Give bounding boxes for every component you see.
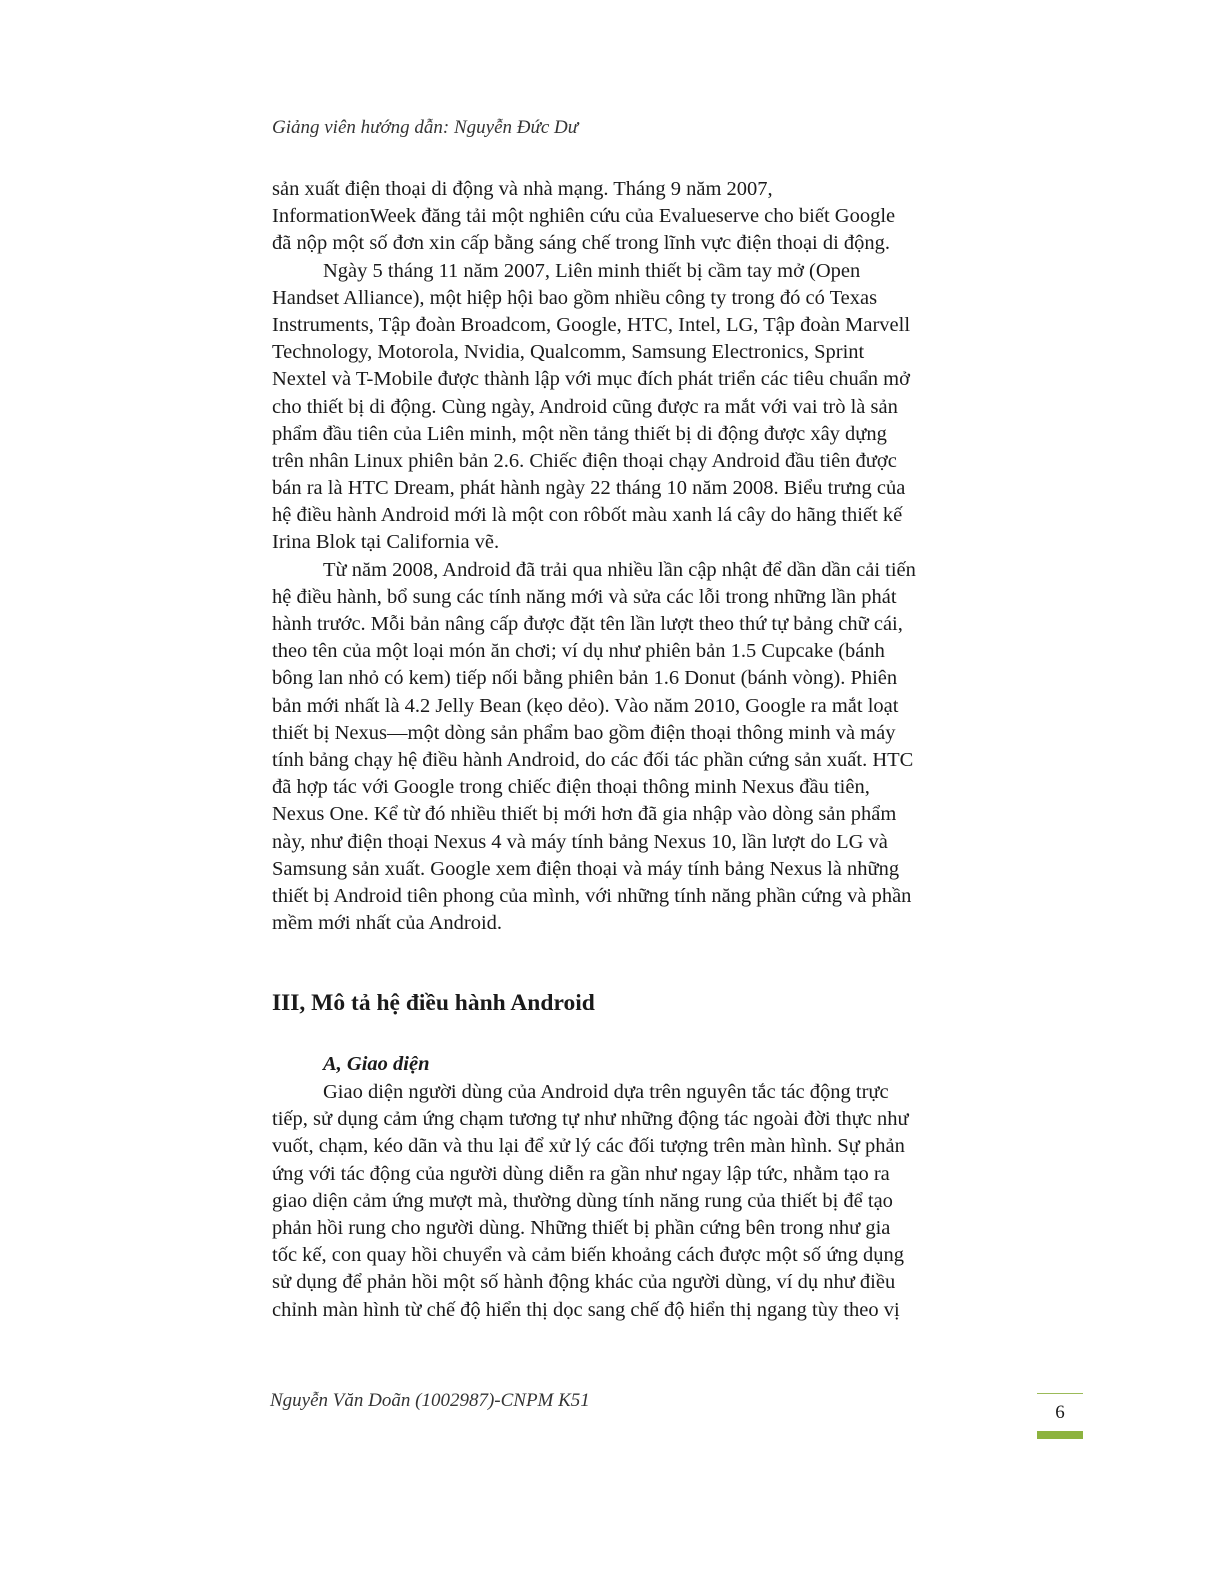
text-line: tốc kế, con quay hồi chuyển và cảm biến khoảng cách được một số ứng dụng — [272, 1244, 904, 1267]
text-line: Irina Blok tại California vẽ. — [272, 531, 500, 554]
text-line: giao diện cảm ứng mượt mà, thường dùng tính năng rung của thiết bị để tạo — [272, 1189, 893, 1212]
text-line: InformationWeek đăng tải một nghiên cứu của Evalueserve cho biết Google — [272, 205, 896, 228]
text-line: hành trước. Mỗi bản nâng cấp được đặt tên lần lượt theo thứ tự bảng chữ cái, — [272, 613, 903, 635]
text-line: phản hồi rung cho người dùng. Những thiết bị phần cứng bên trong như gia — [272, 1216, 891, 1239]
text-line: sản xuất điện thoại di động và nhà mạng. Tháng 9 năm 2007, — [272, 178, 773, 200]
text-line: mềm mới nhất của Android. — [272, 912, 503, 935]
page-number-box — [1037, 1393, 1083, 1439]
text-line: vuốt, chạm, kéo dãn và thu lại để xử lý các đối tượng trên màn hình. Sự phản — [272, 1135, 905, 1158]
page-number: 6 — [1055, 1402, 1065, 1423]
section-heading: III, Mô tả hệ điều hành Android — [272, 990, 595, 1016]
text-line: Instruments, Tập đoàn Broadcom, Google, HTC, Intel, LG, Tập đoàn Marvell — [272, 313, 911, 336]
text-line: Ngày 5 tháng 11 năm 2007, Liên minh thiết bị cầm tay mở (Open — [323, 259, 861, 282]
text-line: Nextel và T-Mobile được thành lập với mục đích phát triển các tiêu chuẩn mở — [272, 368, 910, 391]
page-header-supervisor: Giảng viên hướng dẫn: Nguyễn Đức Dư — [272, 117, 579, 138]
text-line: thiết bị Android tiên phong của mình, với những tính năng phần cứng và phần — [272, 884, 912, 907]
text-line: Samsung sản xuất. Google xem điện thoại và máy tính bảng Nexus là những — [272, 857, 900, 880]
text-line: cho thiết bị di động. Cùng ngày, Android cũng được ra mắt với vai trò là sản — [272, 395, 898, 418]
text-line: trên nhân Linux phiên bản 2.6. Chiếc điện thoại chạy Android đầu tiên được — [272, 449, 897, 472]
body-text — [272, 176, 1012, 937]
page-number-accent-bar — [1037, 1431, 1083, 1439]
text-line: theo tên của một loại món ăn chơi; ví dụ như phiên bản 1.5 Cupcake (bánh — [272, 640, 885, 663]
text-line: hệ điều hành Android mới là một con rôbốt màu xanh lá cây do hãng thiết kế — [272, 504, 903, 527]
text-line: chỉnh màn hình từ chế độ hiển thị dọc sang chế độ hiển thị ngang tùy theo vị — [272, 1298, 900, 1321]
text-line: tiếp, sử dụng cảm ứng chạm tương tự như những động tác ngoài đời thực như — [272, 1108, 909, 1131]
text-line: đã hợp tác với Google trong chiếc điện thoại thông minh Nexus đầu tiên, — [272, 776, 870, 799]
text-line: bản mới nhất là 4.2 Jelly Bean (kẹo dẻo). Vào năm 2010, Google ra mắt loạt — [272, 694, 899, 717]
section-body-text — [272, 1079, 1017, 1324]
text-line: này, như điện thoại Nexus 4 và máy tính bảng Nexus 10, lần lượt do LG và — [272, 830, 888, 853]
subsection-heading: A, Giao diện — [323, 1053, 430, 1075]
text-line: hệ điều hành, bổ sung các tính năng mới và sửa các lỗi trong những lần phát — [272, 585, 897, 608]
text-line: bán ra là HTC Dream, phát hành ngày 22 tháng 10 năm 2008. Biểu trưng của — [272, 477, 906, 500]
text-line: Handset Alliance), một hiệp hội bao gồm nhiều công ty trong đó có Texas — [272, 286, 878, 309]
text-line: Giao diện người dùng của Android dựa trên nguyên tắc tác động trực — [323, 1081, 889, 1103]
text-line: sử dụng để phản hồi một số hành động khác của người dùng, ví dụ như điều — [272, 1271, 896, 1294]
text-line: Nexus One. Kể từ đó nhiều thiết bị mới hơn đã gia nhập vào dòng sản phẩm — [272, 803, 897, 826]
text-line: ứng với tác động của người dùng diễn ra gần như ngay lập tức, nhằm tạo ra — [272, 1162, 890, 1185]
text-line: bông lan nhỏ có kem) tiếp nối bằng phiên bản 1.6 Donut (bánh vòng). Phiên — [272, 667, 898, 690]
text-line: Từ năm 2008, Android đã trải qua nhiều lần cập nhật để dần dần cải tiến — [323, 558, 916, 581]
text-line: Technology, Motorola, Nvidia, Qualcomm, Samsung Electronics, Sprint — [272, 341, 865, 364]
text-line: đã nộp một số đơn xin cấp bằng sáng chế trong lĩnh vực điện thoại di động. — [272, 232, 891, 255]
text-line: tính bảng chạy hệ điều hành Android, do các đối tác phần cứng sản xuất. HTC — [272, 748, 914, 771]
page-footer-author: Nguyễn Văn Doãn (1002987)-CNPM K51 — [270, 1390, 590, 1411]
text-line: phẩm đầu tiên của Liên minh, một nền tảng thiết bị di động được xây dựng — [272, 422, 887, 445]
text-line: thiết bị Nexus—một dòng sản phẩm bao gồm điện thoại thông minh và máy — [272, 721, 896, 744]
